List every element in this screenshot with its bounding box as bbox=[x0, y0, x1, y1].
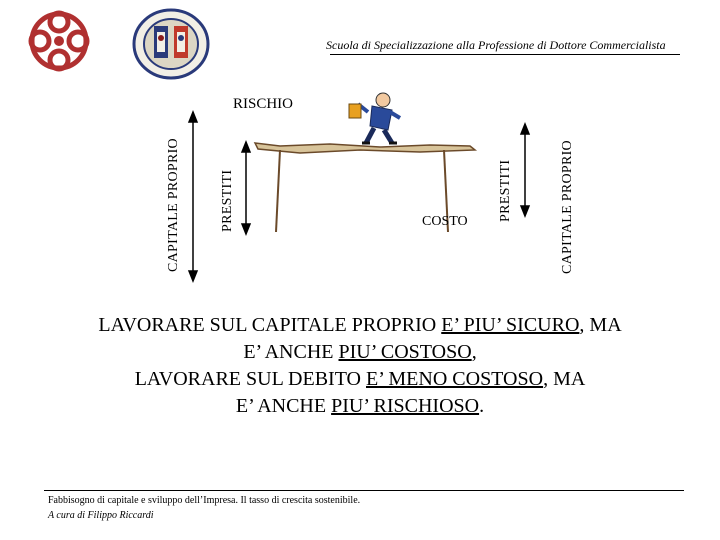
left-inner-arrow bbox=[242, 142, 250, 234]
right-outer-capital-label: CAPITALE PROPRIO bbox=[560, 140, 575, 274]
businessman-icon bbox=[349, 93, 400, 143]
statement-line-3: LAVORARE SUL DEBITO E’ MENO COSTOSO, MA bbox=[134, 368, 586, 390]
main-statement bbox=[20, 312, 700, 420]
statement-line-2: E’ ANCHE PIU’ COSTOSO, bbox=[243, 341, 477, 363]
statement-line-1: LAVORARE SUL CAPITALE PROPRIO E’ PIU’ SICURO, MA bbox=[98, 314, 622, 336]
right-inner-loans-label: PRESTITI bbox=[498, 159, 513, 222]
footer-title: Fabbisogno di capitale e sviluppo dell’Impresa. Il tasso di crescita sostenibile. bbox=[48, 495, 361, 506]
cost-label: COSTO bbox=[422, 214, 468, 229]
left-inner-loans-label: PRESTITI bbox=[220, 169, 235, 232]
left-outer-arrow bbox=[189, 112, 197, 281]
footer-author: A cura di Filippo Riccardi bbox=[48, 510, 154, 521]
left-outer-capital-label: CAPITALE PROPRIO bbox=[166, 138, 181, 272]
statement-line-4: E’ ANCHE PIU’ RISCHIOSO. bbox=[235, 395, 485, 417]
left-leg bbox=[276, 150, 280, 232]
risk-label: RISCHIO bbox=[233, 96, 294, 112]
school-name: Scuola di Specializzazione alla Professione di Dottore Commercialista bbox=[326, 38, 666, 52]
right-inner-arrow bbox=[521, 124, 529, 216]
footer-divider bbox=[44, 490, 684, 491]
